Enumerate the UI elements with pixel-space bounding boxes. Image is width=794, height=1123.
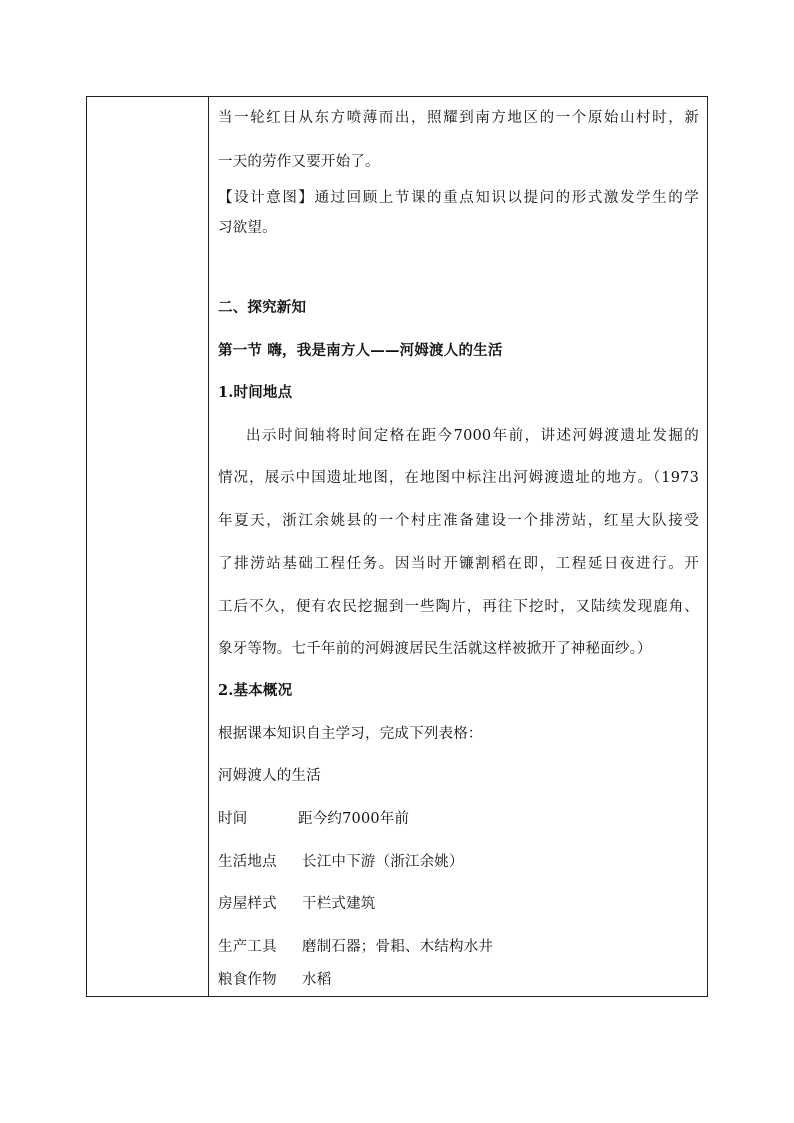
design-intent-line-2: 习欲望。 (218, 220, 277, 236)
paragraph-line-1: 出示时间轴将时间定格在距今7000年前，讲述河姆渡遗址发掘的 (246, 428, 699, 444)
instruction-text: 根据课本知识自主学习，完成下列表格： (218, 726, 483, 742)
info-row-value: 距今约7000年前 (298, 811, 410, 827)
info-row-crops (218, 970, 699, 990)
lesson-heading: 第一节 嗨，我是南方人——河姆渡人的生活 (218, 342, 503, 359)
subheading-overview: 2.基本概况 (218, 682, 293, 699)
info-row-label: 生活地点 (218, 854, 277, 870)
info-row-value: 干栏式建筑 (302, 896, 376, 912)
paragraph-line-4: 了排涝站基础工程任务。因当时开镰割稻在即，工程延日夜进行。开 (218, 556, 699, 572)
info-row-label: 时间 (218, 811, 248, 827)
info-row-tools (218, 937, 699, 957)
info-row-label: 粮食作物 (218, 972, 277, 988)
info-row-value: 磨制石器；骨耜、木结构水井 (302, 939, 494, 955)
paragraph-line-2: 情况，展示中国遗址地图，在地图中标注出河姆渡遗址的地方。（1973 (218, 470, 699, 486)
paragraph-line-6: 象牙等物。七千年前的河姆渡居民生活就这样被掀开了神秘面纱。） (218, 641, 652, 657)
info-row-time (218, 809, 699, 829)
info-row-value: 水稻 (302, 972, 332, 988)
info-row-label: 生产工具 (218, 939, 277, 955)
intro-line-2: 一天的劳作又要开始了。 (218, 154, 380, 170)
paragraph-line-5: 工后不久，便有农民挖掘到一些陶片，再往下挖时，又陆续发现鹿角、 (218, 599, 699, 615)
table-title: 河姆渡人的生活 (218, 768, 321, 784)
lesson-plan-table (86, 96, 708, 997)
left-column-cell (87, 97, 208, 996)
info-row-housing (218, 894, 699, 914)
content-column-cell (209, 97, 707, 996)
section-heading: 二、探究新知 (218, 299, 307, 316)
design-intent-line-1: 【设计意图】通过回顾上节课的重点知识以提问的形式激发学生的学 (218, 190, 699, 206)
intro-line-1: 当一轮红日从东方喷薄而出，照耀到南方地区的一个原始山村时，新 (218, 110, 699, 126)
subheading-time-place: 1.时间地点 (218, 384, 293, 401)
info-row-label: 房屋样式 (218, 896, 277, 912)
paragraph-line-3: 年夏天，浙江余姚县的一个村庄准备建设一个排涝站，红星大队接受 (218, 513, 699, 529)
info-row-location (218, 852, 699, 872)
info-row-value: 长江中下游（浙江余姚） (302, 854, 464, 870)
